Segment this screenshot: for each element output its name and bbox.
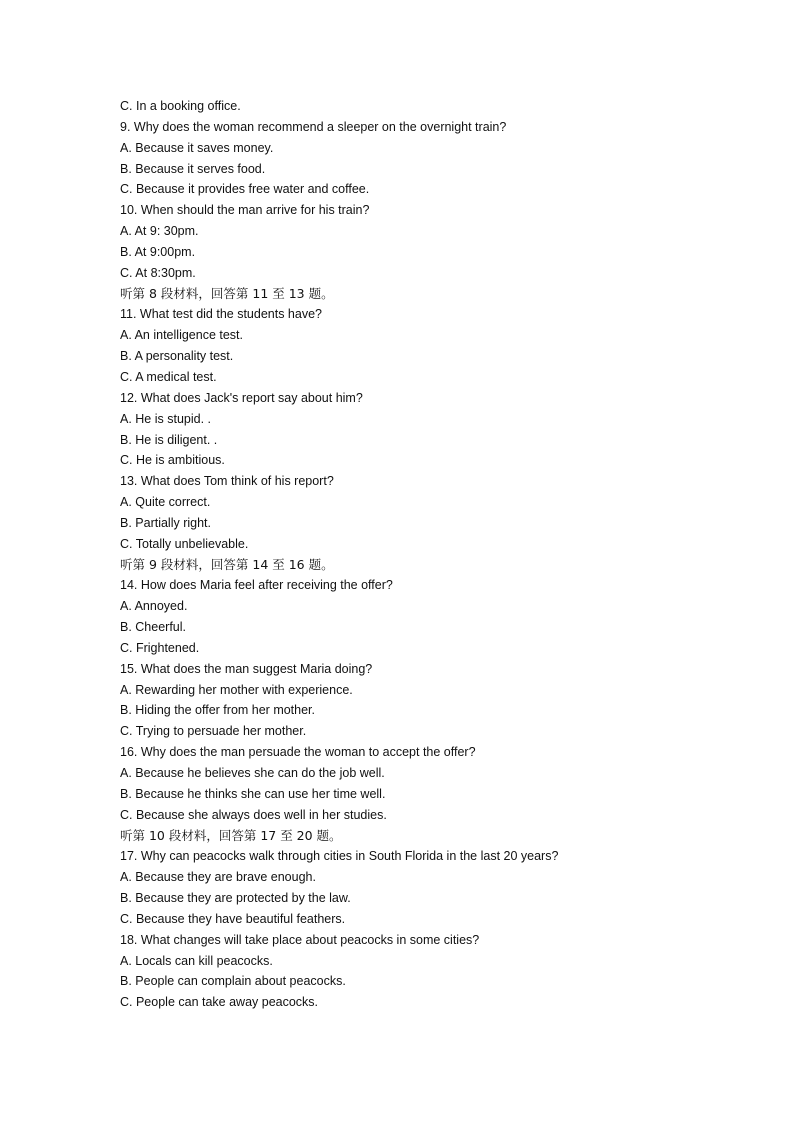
- answer-option: B. Partially right.: [120, 515, 212, 530]
- question-text: 14. How does Maria feel after receiving the offer?: [120, 578, 393, 593]
- answer-option: B. People can complain about peacocks.: [120, 974, 346, 989]
- answer-option: C. In a booking office.: [120, 99, 241, 113]
- answer-option: B. A personality test.: [120, 349, 234, 364]
- section-instruction: 听第 9 段材料，回答第 14 至 16 题。: [120, 556, 334, 572]
- answer-option: C. Because it provides free water and coffee.: [120, 182, 370, 197]
- answer-option: A. Rewarding her mother with experience.: [120, 682, 353, 697]
- answer-option: A. At 9: 30pm.: [120, 224, 199, 239]
- answer-option: C. Frightened.: [120, 640, 200, 655]
- answer-option: A. He is stupid. .: [120, 411, 212, 426]
- answer-option: C. A medical test.: [120, 369, 217, 384]
- question-text: 12. What does Jack's report say about him?: [120, 390, 363, 405]
- question-text: 15. What does the man suggest Maria doing?: [120, 661, 373, 676]
- answer-option: C. At 8:30pm.: [120, 265, 196, 280]
- question-text: 16. Why does the man persuade the woman to accept the offer?: [120, 745, 476, 760]
- answer-option: B. Hiding the offer from her mother.: [120, 703, 316, 718]
- section-instruction: 听第 8 段材料，回答第 11 至 13 题。: [120, 285, 334, 301]
- question-list: [120, 96, 794, 1013]
- question-text: 10. When should the man arrive for his train?: [120, 203, 370, 218]
- question-text: 13. What does Tom think of his report?: [120, 474, 334, 489]
- answer-option: C. People can take away peacocks.: [120, 995, 319, 1010]
- answer-option: C. Trying to persuade her mother.: [120, 724, 307, 739]
- answer-option: A. Quite correct.: [120, 495, 211, 510]
- answer-option: A. Because it saves money.: [120, 140, 274, 155]
- answer-option: C. He is ambitious.: [120, 453, 225, 468]
- answer-option: B. At 9:00pm.: [120, 244, 196, 259]
- answer-option: C. Because she always does well in her studies.: [120, 807, 387, 822]
- question-text: 18. What changes will take place about peacocks in some cities?: [120, 932, 480, 947]
- answer-option: B. Because they are protected by the law.: [120, 891, 351, 906]
- section-instruction: 听第 10 段材料，回答第 17 至 20 题。: [120, 827, 342, 843]
- question-text: 17. Why can peacocks walk through cities in South Florida in the last 20 years?: [120, 849, 559, 864]
- answer-option: A. Annoyed.: [120, 599, 188, 614]
- answer-option: C. Totally unbelievable.: [120, 536, 249, 551]
- answer-option: B. Because he thinks she can use her time well.: [120, 786, 386, 801]
- answer-option: A. An intelligence test.: [120, 328, 243, 343]
- answer-option: B. He is diligent. .: [120, 432, 218, 447]
- answer-option: A. Because he believes she can do the job well.: [120, 766, 385, 780]
- question-text: 9. Why does the woman recommend a sleeper on the overnight train?: [120, 119, 507, 134]
- answer-option: B. Because it serves food.: [120, 161, 266, 176]
- answer-option: B. Cheerful.: [120, 620, 187, 635]
- answer-option: C. Because they have beautiful feathers.: [120, 911, 346, 926]
- question-text: 11. What test did the students have?: [120, 307, 322, 322]
- answer-option: A. Because they are brave enough.: [120, 870, 316, 885]
- answer-option: A. Locals can kill peacocks.: [120, 953, 273, 968]
